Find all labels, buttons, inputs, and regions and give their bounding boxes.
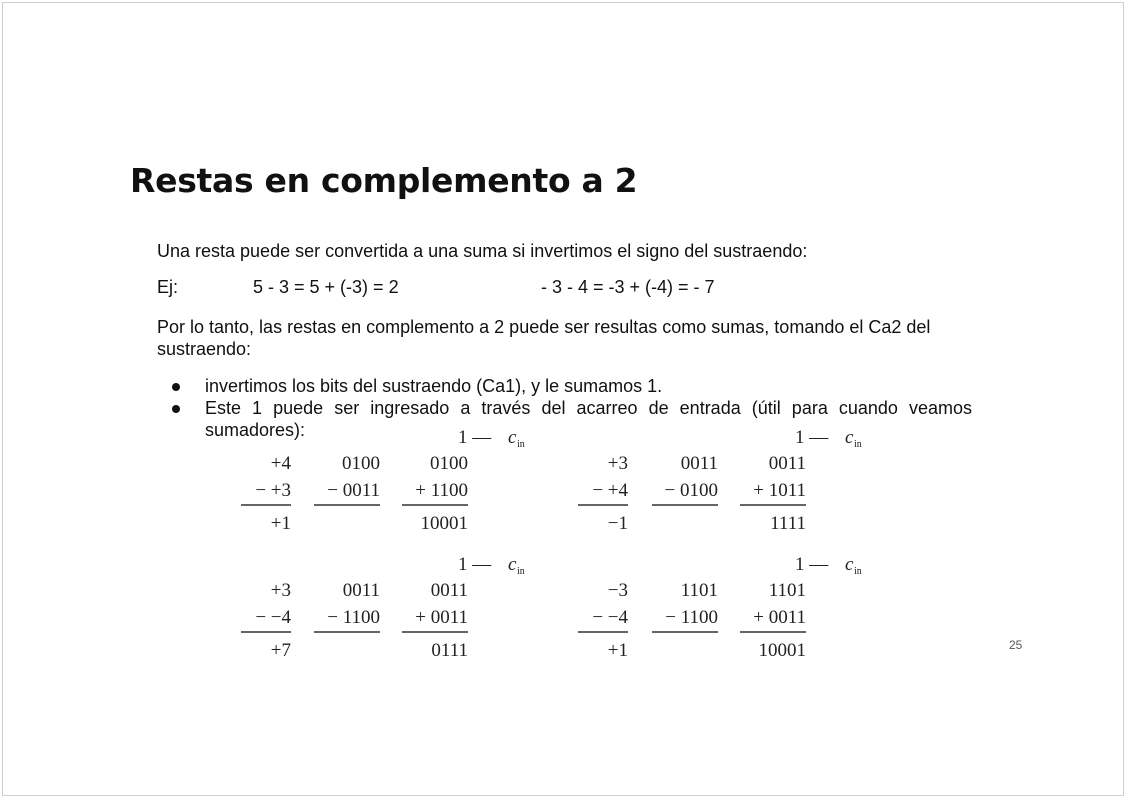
addition-operand-1: 1101: [768, 580, 806, 601]
addition-result: 10001: [758, 640, 806, 661]
binary-minuend: 0011: [342, 580, 380, 601]
addition-operand-2: + 0011: [415, 607, 468, 628]
addition-operand-2: + 1011: [753, 480, 806, 501]
page-number: 25: [1009, 638, 1023, 652]
decimal-minuend: −3: [607, 580, 628, 601]
bullet-dot-icon: [172, 405, 180, 413]
addition-operand-2: + 1100: [415, 480, 468, 501]
decimal-minuend: +3: [607, 453, 628, 474]
binary-minuend: 1101: [680, 580, 718, 601]
bullet-list: [157, 375, 972, 441]
carry-in-label: 1 —: [795, 427, 829, 448]
addition-result: 0111: [431, 640, 468, 661]
bullet-text: Este 1 puede ser ingresado a través del acarreo de entrada (útil para cuando veamos sumadores):: [205, 398, 972, 440]
carry-in-label: 1 —: [458, 554, 492, 575]
example-label: Ej:: [157, 277, 179, 297]
carry-in-subscript: in: [517, 566, 525, 577]
addition-operand-1: 0100: [430, 453, 468, 474]
binary-subtrahend: − 0011: [327, 480, 380, 501]
decimal-subtrahend: − +3: [255, 480, 291, 501]
decimal-minuend: +3: [270, 580, 291, 601]
carry-in-subscript: in: [517, 439, 525, 450]
decimal-subtrahend: − +4: [592, 480, 628, 501]
bullet-text: invertimos los bits del sustraendo (Ca1), y le sumamos 1.: [205, 376, 663, 396]
binary-subtrahend: − 1100: [665, 607, 718, 628]
conclusion-paragraph: Por lo tanto, las restas en complemento a 2 puede ser resultas como sumas, tomando el Ca2 del sustraendo:: [157, 317, 931, 359]
intro-paragraph: Una resta puede ser convertida a una suma si invertimos el signo del sustraendo:: [157, 241, 808, 261]
carry-in-variable: c: [508, 427, 517, 448]
binary-subtrahend: − 1100: [327, 607, 380, 628]
addition-operand-1: 0011: [430, 580, 468, 601]
carry-in-variable: c: [845, 554, 854, 575]
decimal-result: +7: [270, 640, 291, 661]
addition-operand-1: 0011: [768, 453, 806, 474]
bullet-item: [157, 397, 972, 441]
decimal-subtrahend: − −4: [592, 607, 628, 628]
decimal-result: +1: [607, 640, 628, 661]
slide-title: Restas en complemento a 2: [130, 161, 638, 200]
carry-in-subscript: in: [854, 439, 862, 450]
bullet-dot-icon: [172, 383, 180, 391]
carry-in-subscript: in: [854, 566, 862, 577]
addition-operand-2: + 0011: [753, 607, 806, 628]
carry-in-variable: c: [845, 427, 854, 448]
example-1: 5 - 3 = 5 + (-3) = 2: [253, 277, 399, 297]
bullet-item: [157, 375, 972, 397]
addition-result: 10001: [420, 513, 468, 534]
binary-minuend: 0100: [342, 453, 380, 474]
slide: [2, 2, 1124, 796]
decimal-result: +1: [270, 513, 291, 534]
carry-in-label: 1 —: [795, 554, 829, 575]
carry-in-variable: c: [508, 554, 517, 575]
binary-subtrahend: − 0100: [664, 480, 718, 501]
binary-minuend: 0011: [680, 453, 718, 474]
decimal-minuend: +4: [270, 453, 291, 474]
decimal-result: −1: [607, 513, 628, 534]
addition-result: 1111: [770, 513, 806, 534]
example-2: - 3 - 4 = -3 + (-4) = - 7: [541, 277, 715, 297]
carry-in-label: 1 —: [458, 427, 492, 448]
decimal-subtrahend: − −4: [255, 607, 291, 628]
